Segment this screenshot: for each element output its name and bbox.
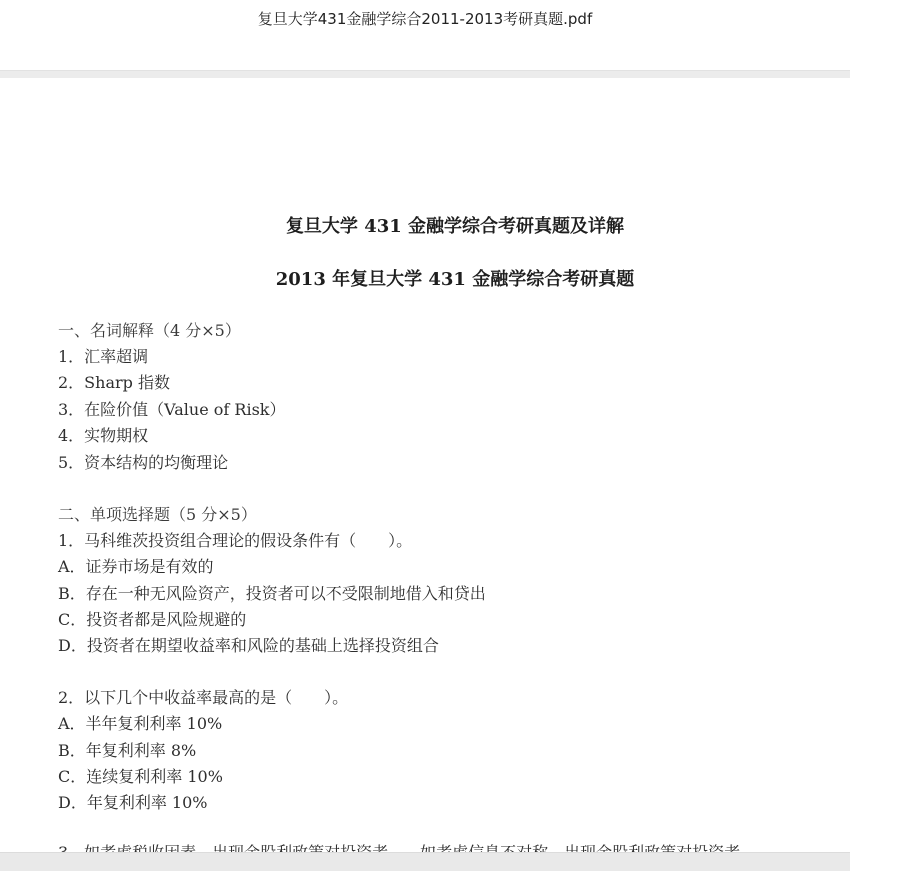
term-item: 3．在险价值（Value of Risk） xyxy=(58,400,286,419)
question-stem: 2．以下几个中收益率最高的是（ ）。 xyxy=(58,688,349,707)
question-option: A．证券市场是有效的 xyxy=(58,557,214,576)
document-header xyxy=(0,0,850,70)
file-title: 复旦大学431金融学综合2011-2013考研真题.pdf xyxy=(257,10,593,28)
question-option: C．连续复利利率 10% xyxy=(58,767,223,786)
term-item: 4．实物期权 xyxy=(58,426,149,445)
document-title: 复旦大学 431 金融学综合考研真题及详解 xyxy=(285,216,625,237)
bottom-scroll-bar[interactable] xyxy=(0,852,850,871)
term-item: 1．汇率超调 xyxy=(58,347,149,366)
question-option: B．存在一种无风险资产，投资者可以不受限制地借入和贷出 xyxy=(58,584,486,603)
section1-heading: 一、名词解释（4 分×5） xyxy=(58,321,241,340)
question-option: D．年复利利率 10% xyxy=(58,793,208,812)
document-subtitle: 2013 年复旦大学 431 金融学综合考研真题 xyxy=(275,269,635,290)
question-option: C．投资者都是风险规避的 xyxy=(58,610,247,629)
document-page[interactable] xyxy=(0,78,850,852)
question-option: B．年复利利率 8% xyxy=(58,741,197,760)
term-item: 2．Sharp 指数 xyxy=(58,373,170,392)
section2-heading: 二、单项选择题（5 分×5） xyxy=(58,505,257,524)
question-stem: 1．马科维茨投资组合理论的假设条件有（ ）。 xyxy=(58,531,413,550)
question-option: D．投资者在期望收益率和风险的基础上选择投资组合 xyxy=(58,636,439,655)
term-item: 5．资本结构的均衡理论 xyxy=(58,453,229,472)
question-option: A．半年复利利率 10% xyxy=(58,714,223,733)
header-divider xyxy=(0,70,850,78)
